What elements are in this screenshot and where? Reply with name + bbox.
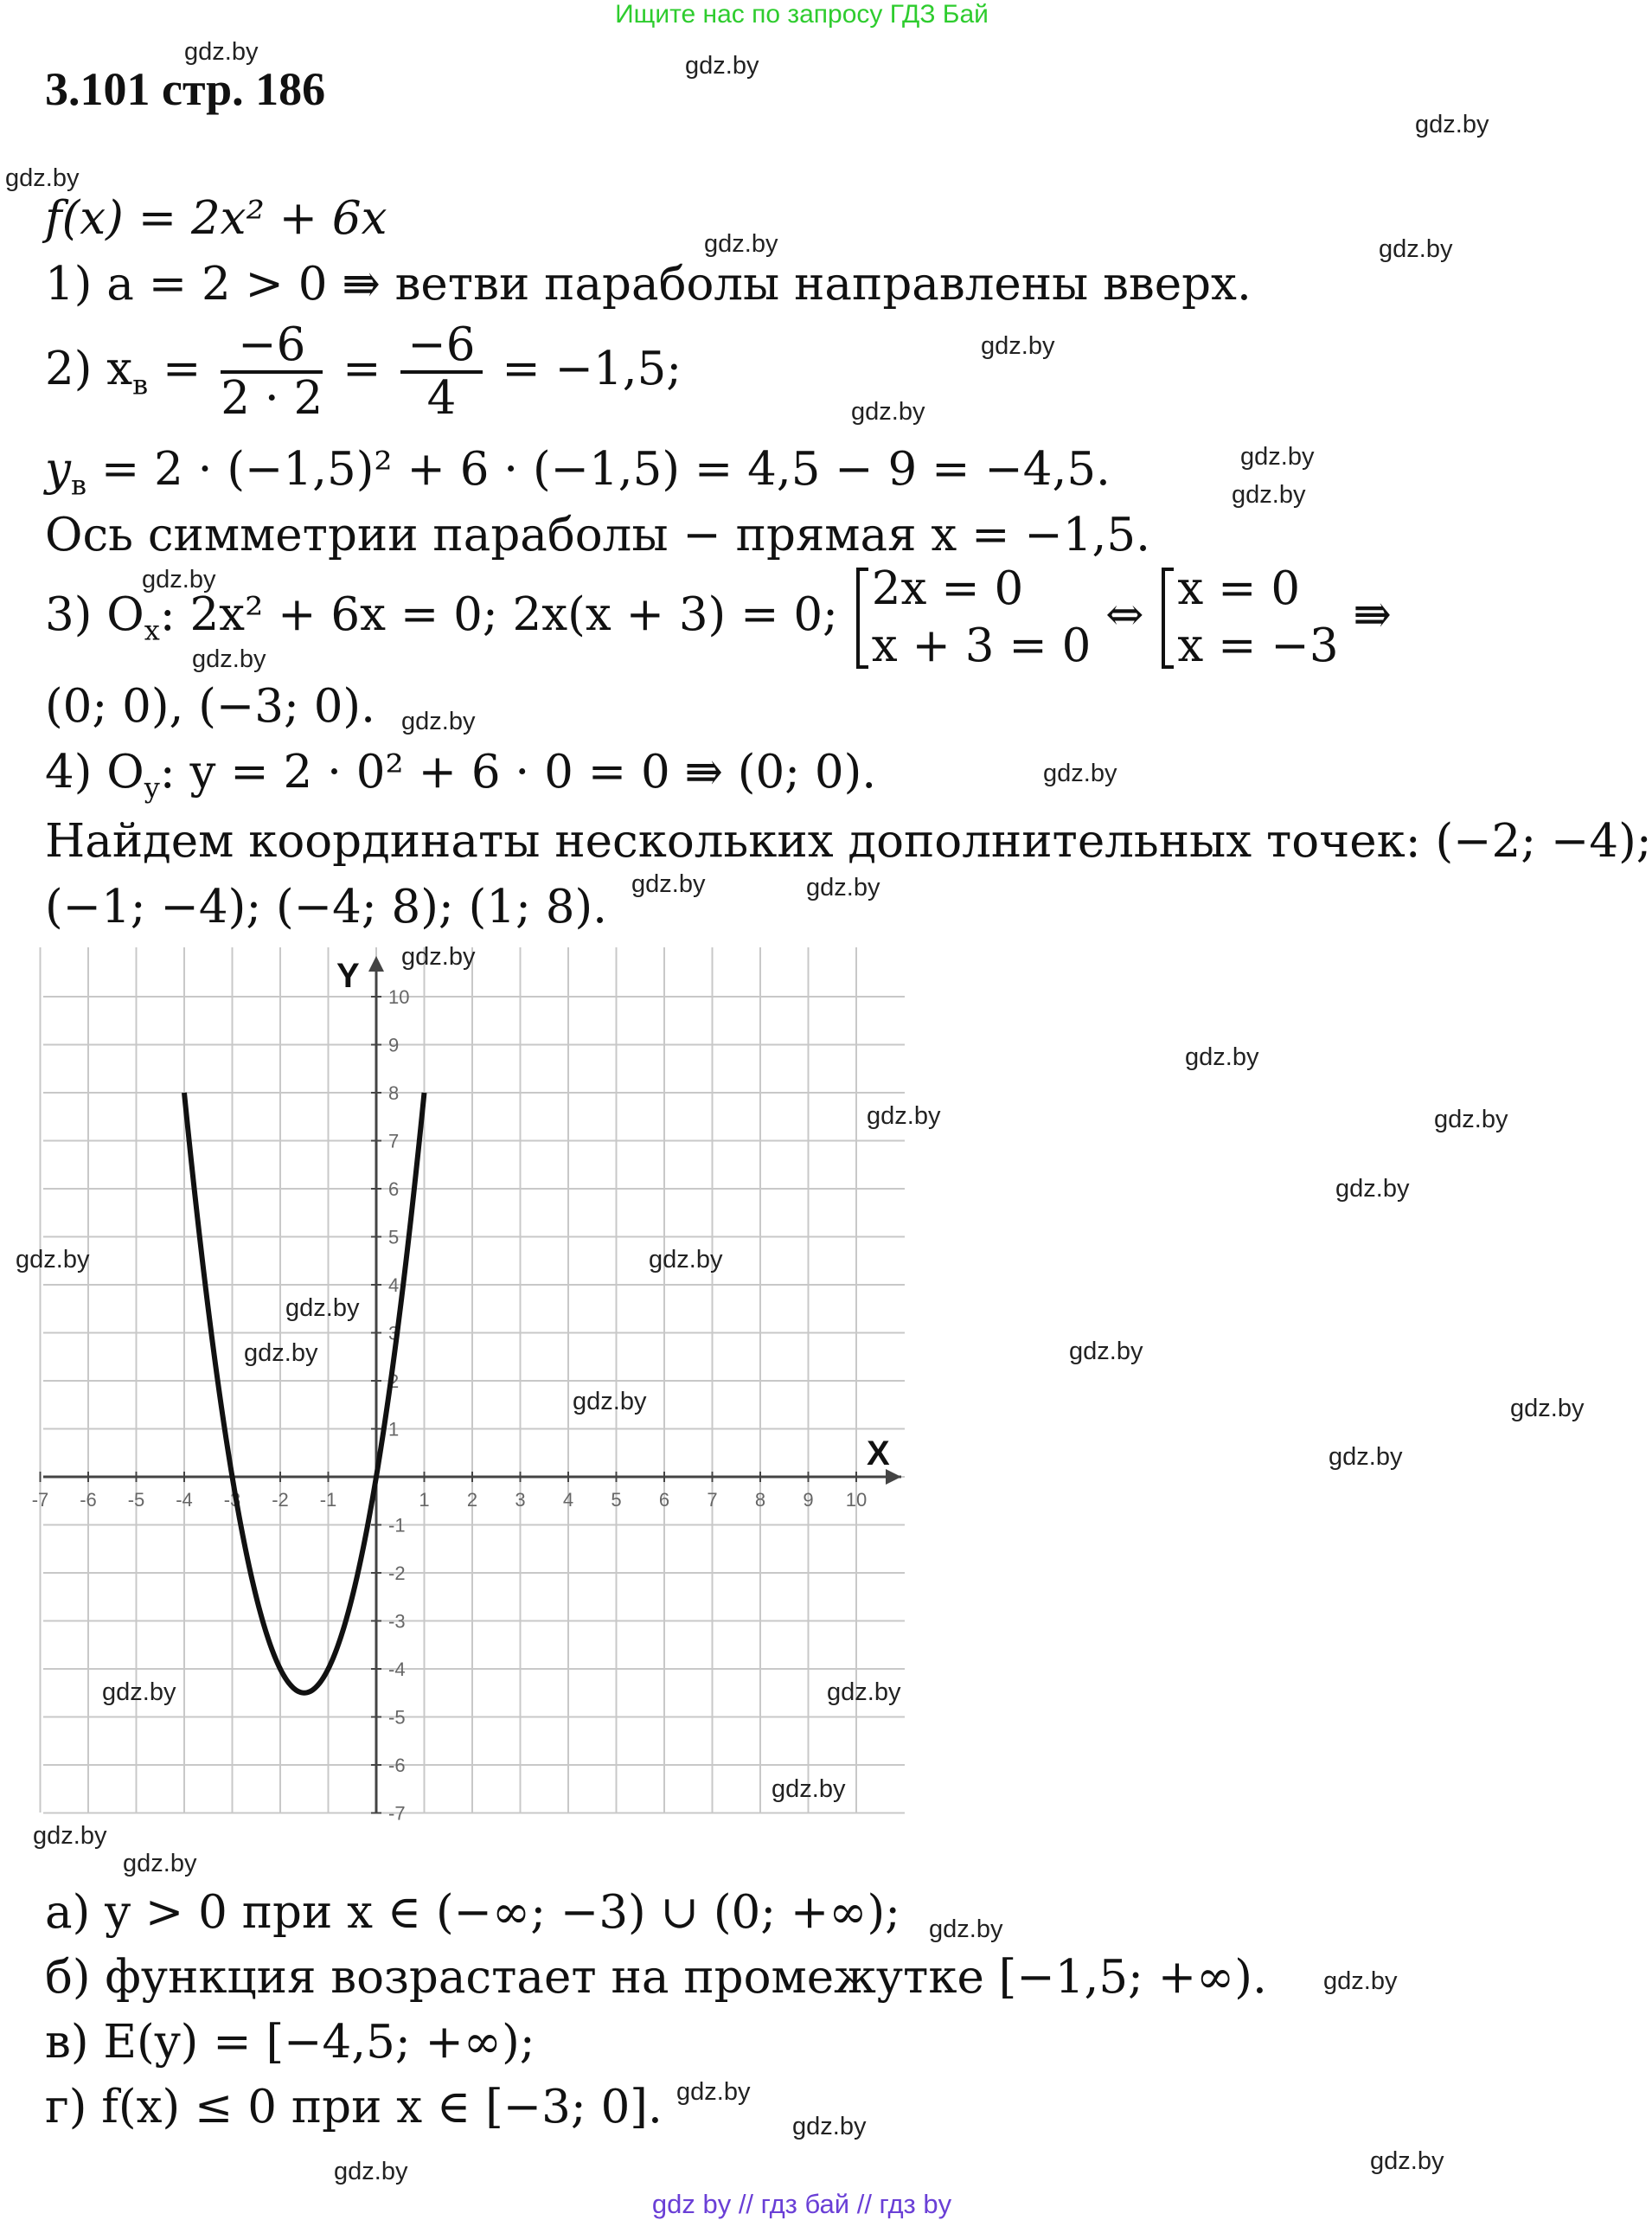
watermark: gdz.by: [123, 1850, 197, 1877]
top-banner[interactable]: Ищите нас по запросу ГДЗ Бай: [615, 0, 989, 29]
watermark: gdz.by: [704, 230, 778, 258]
y-tick-label: -7: [388, 1802, 406, 1825]
watermark: gdz.by: [1329, 1443, 1403, 1471]
watermark: gdz.by: [1335, 1175, 1410, 1203]
answer-d: г) f(x) ≤ 0 при x ∈ [−3; 0].: [45, 2081, 663, 2133]
watermark: gdz.by: [1069, 1338, 1143, 1365]
watermark: gdz.by: [1240, 443, 1315, 471]
y-tick-label: 1: [388, 1418, 400, 1440]
y-tick-label: 2: [388, 1370, 400, 1392]
x-tick-label: 1: [419, 1489, 430, 1511]
watermark: gdz.by: [401, 708, 476, 735]
watermark: gdz.by: [827, 1678, 901, 1706]
fraction-1-denominator: 2 · 2: [221, 372, 323, 426]
implies-sign: ⇛: [1338, 587, 1392, 641]
watermark: gdz.by: [573, 1388, 647, 1415]
step3-equation: : 2x² + 6x = 0; 2x(x + 3) = 0;: [159, 587, 853, 641]
watermark: gdz.by: [676, 2078, 751, 2106]
y-tick-label: 8: [388, 1082, 400, 1104]
y-axis-arrow: [368, 956, 384, 972]
footer-links[interactable]: gdz by // гдз бай // гдз by: [651, 2189, 952, 2219]
watermark: gdz.by: [851, 398, 925, 426]
watermark: gdz.by: [1415, 111, 1489, 138]
x-tick-label: 9: [803, 1489, 814, 1511]
y-tick-label: 6: [388, 1178, 400, 1200]
answer-c: в) E(y) = [−4,5; +∞);: [45, 2016, 535, 2069]
step-2-y: [45, 443, 1111, 502]
system-1-row-1: 2x = 0: [871, 562, 1024, 615]
function-text: f(x) = 2x² + 6x: [45, 192, 387, 245]
watermark: gdz.by: [929, 1915, 1003, 1943]
watermark: gdz.by: [1510, 1395, 1585, 1422]
extra-points-line-2: (−1; −4); (−4; 8); (1; 8).: [45, 881, 607, 934]
y-tick-label: -6: [388, 1755, 406, 1776]
y-tick-label: -4: [388, 1659, 406, 1680]
y-vertex-sub: в: [70, 468, 86, 502]
step3-prefix: 3) O: [45, 587, 144, 641]
watermark: gdz.by: [1379, 235, 1453, 263]
equivalence-sign: ⇔: [1091, 587, 1159, 641]
x-tick-label: 3: [515, 1489, 526, 1511]
watermark: gdz.by: [285, 1294, 360, 1322]
fraction-1-numerator: −6: [221, 320, 323, 374]
watermark: gdz.by: [685, 52, 759, 80]
watermark: gdz.by: [401, 943, 476, 971]
watermark: gdz.by: [33, 1822, 107, 1850]
y-tick-label: 4: [388, 1274, 400, 1296]
y-vertex-label: y: [45, 443, 71, 496]
watermark: gdz.by: [5, 164, 80, 192]
watermark: gdz.by: [792, 2113, 867, 2140]
watermark: gdz.by: [649, 1246, 723, 1274]
watermark: gdz.by: [1370, 2147, 1444, 2175]
watermark: gdz.by: [192, 645, 266, 673]
step2-eq1: =: [148, 342, 216, 395]
x-tick-label: 5: [611, 1489, 622, 1511]
step3-sub: x: [144, 613, 160, 647]
y-tick-label: 7: [388, 1130, 400, 1152]
step4-rest: : y = 2 · 0² + 6 · 0 = 0 ⇛ (0; 0).: [159, 746, 877, 799]
step2-sub: в: [132, 368, 149, 401]
y-tick-label: 10: [388, 986, 410, 1008]
watermark: gdz.by: [1323, 1967, 1398, 1995]
watermark: gdz.by: [244, 1339, 318, 1367]
watermark: gdz.by: [867, 1102, 941, 1130]
x-tick-label: 2: [466, 1489, 478, 1511]
x-tick-label: -5: [127, 1489, 145, 1511]
step-4: [45, 746, 876, 805]
fraction-1: [221, 320, 323, 425]
extra-points-line-1: Найдем координаты нескольких дополнительных точек: (−2; −4);: [45, 815, 1652, 868]
watermark: gdz.by: [806, 874, 880, 901]
x-tick-label: 7: [707, 1489, 718, 1511]
step2-prefix: 2) x: [45, 342, 133, 395]
fraction-2-denominator: 4: [426, 372, 457, 426]
watermark: gdz.by: [981, 332, 1055, 360]
watermark: gdz.by: [772, 1775, 846, 1803]
watermark: gdz.by: [1043, 760, 1117, 787]
system-2-row-1: x = 0: [1177, 562, 1301, 615]
step4-sub: y: [144, 771, 160, 805]
x-tick-label: -3: [223, 1489, 241, 1511]
x-tick-label: -1: [319, 1489, 337, 1511]
x-tick-label: -4: [176, 1489, 193, 1511]
y-tick-label: -3: [388, 1610, 406, 1633]
y-vertex-value: = 2 · (−1,5)² + 6 · (−1,5) = 4,5 − 9 = −4,5.: [86, 443, 1111, 496]
system-2: [1158, 561, 1338, 676]
y-tick-label: -5: [388, 1706, 406, 1729]
watermark: gdz.by: [142, 566, 216, 593]
y-tick-label: 3: [388, 1322, 400, 1344]
x-tick-label: 8: [754, 1489, 766, 1511]
x-tick-label: -6: [80, 1489, 97, 1511]
y-tick-label: -1: [388, 1514, 406, 1537]
step2-eq2: =: [328, 342, 396, 395]
watermark: gdz.by: [16, 1246, 90, 1274]
x-tick-label: -7: [31, 1489, 49, 1511]
step-2: [45, 320, 682, 425]
x-tick-label: -2: [272, 1489, 289, 1511]
system-1-row-2: x + 3 = 0: [871, 619, 1092, 673]
x-tick-label: 10: [845, 1489, 868, 1511]
y-tick-label: -2: [388, 1562, 406, 1584]
y-tick-label: 9: [388, 1034, 400, 1056]
fraction-2-numerator: −6: [400, 320, 482, 374]
function-definition: [45, 192, 387, 245]
watermark: gdz.by: [102, 1678, 176, 1706]
x-axis-label: X: [867, 1434, 890, 1473]
x-tick-label: 6: [658, 1489, 670, 1511]
y-axis-label: Y: [336, 957, 360, 995]
step-1: 1) a = 2 > 0 ⇛ ветви параболы направлены вверх.: [45, 258, 1252, 311]
problem-title: 3.101 стр. 186: [45, 63, 326, 115]
answer-a: а) y > 0 при x ∈ (−∞; −3) ∪ (0; +∞);: [45, 1886, 901, 1939]
axis-of-symmetry: Ось симметрии параболы − прямая x = −1,5.: [45, 509, 1150, 561]
x-tick-label: 4: [562, 1489, 574, 1511]
fraction-2: [400, 320, 482, 425]
step4-prefix: 4) O: [45, 746, 144, 799]
system-2-row-2: x = −3: [1177, 619, 1339, 673]
step-3-points: (0; 0), (−3; 0).: [45, 680, 375, 733]
watermark: gdz.by: [184, 38, 259, 66]
answer-b: б) функция возрастает на промежутке [−1,5; +∞).: [45, 1951, 1267, 2004]
watermark: gdz.by: [1232, 481, 1306, 509]
y-tick-label: 5: [388, 1226, 400, 1248]
watermark: gdz.by: [631, 870, 706, 898]
watermark: gdz.by: [1185, 1043, 1259, 1071]
watermark: gdz.by: [334, 2158, 408, 2185]
step2-result: = −1,5;: [487, 342, 682, 395]
system-1: [853, 561, 1092, 676]
watermark: gdz.by: [1434, 1106, 1508, 1133]
